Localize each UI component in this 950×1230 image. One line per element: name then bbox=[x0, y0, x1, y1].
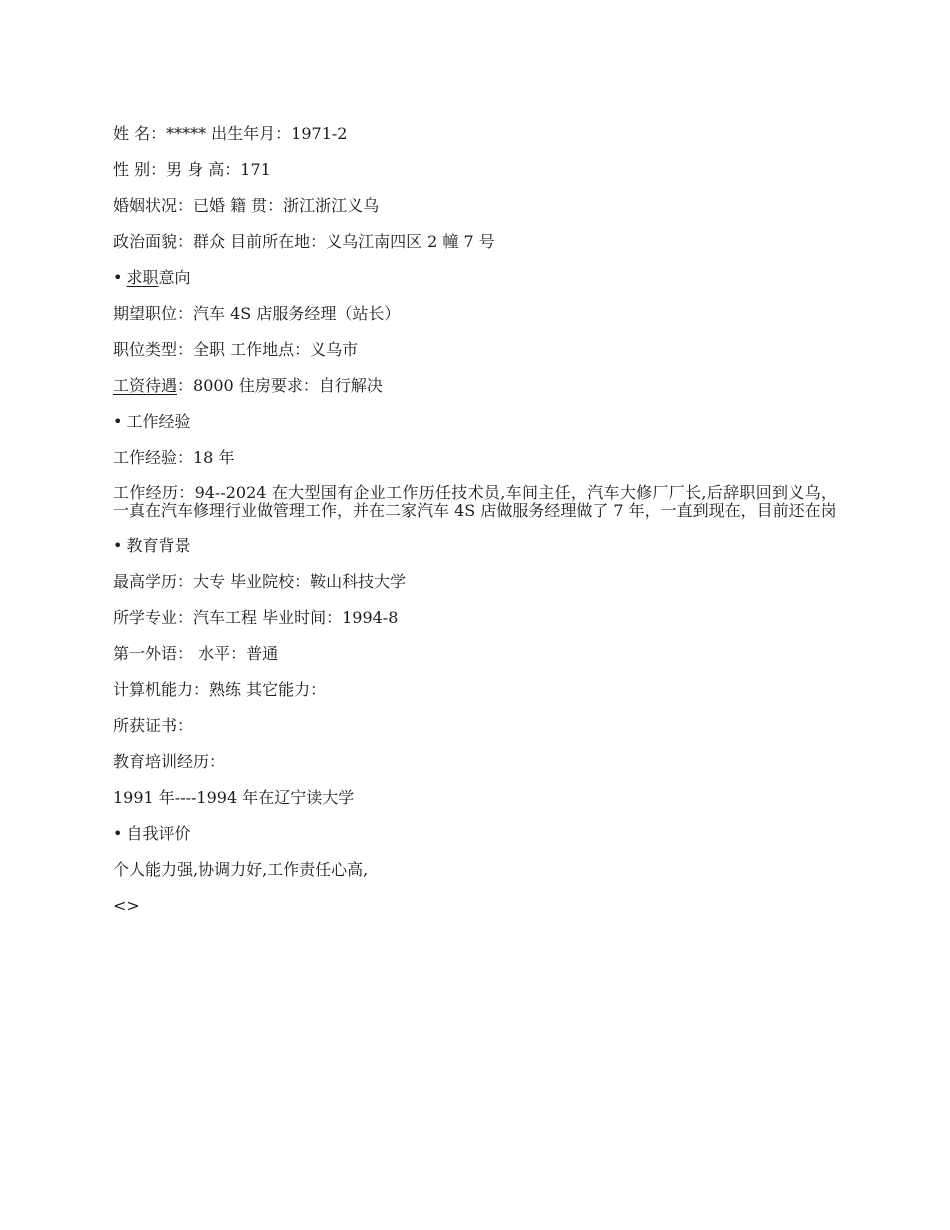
language-level-line: 第一外语： 水平：普通 bbox=[113, 644, 279, 663]
section-heading-job-intent bbox=[113, 268, 837, 288]
political-location-line: 政治面貌：群众 目前所在地：义乌江南四区 2 幢 7 号 bbox=[113, 232, 495, 251]
major-graduation-line: 所学专业：汽车工程 毕业时间：1994-8 bbox=[113, 608, 399, 627]
section-heading-education bbox=[113, 536, 837, 556]
trailing-marker: <> bbox=[113, 896, 140, 915]
heading-text: 自我评价 bbox=[126, 824, 191, 843]
degree-school-line: 最高学历：大专 毕业院校：鞍山科技大学 bbox=[113, 572, 407, 591]
heading-text-intent: 意向 bbox=[158, 268, 191, 287]
heading-text: 工作经验 bbox=[126, 412, 191, 431]
salary-housing-line bbox=[113, 376, 837, 396]
heading-link-job[interactable]: 求职 bbox=[126, 268, 159, 287]
bullet-icon: • bbox=[113, 412, 123, 431]
work-history-paragraph: 工作经历：94--2024 在大型国有企业工作历任技术员,车间主任，汽车大修厂厂长,后辞职回到义乌，一真在汽车修理行业做管理工作，并在二家汽车 4S 店做服务经理做了 7 年，一直到现在，目前还在岗 bbox=[113, 483, 837, 520]
certificates-line: 所获证书： bbox=[113, 716, 194, 735]
desired-position-line: 期望职位：汽车 4S 店服务经理（站长） bbox=[113, 304, 401, 323]
marital-origin-line: 婚姻状况：已婚 籍 贯：浙江浙江义乌 bbox=[113, 196, 380, 215]
computer-skills-line: 计算机能力：熟练 其它能力： bbox=[113, 680, 327, 699]
name-birth-line: 姓 名：***** 出生年月：1971-2 bbox=[113, 124, 348, 143]
salary-housing-text: ：8000 住房要求：自行解决 bbox=[177, 376, 383, 395]
training-history-label: 教育培训经历： bbox=[113, 752, 226, 771]
bullet-icon: • bbox=[113, 824, 123, 843]
bullet-icon: • bbox=[113, 268, 123, 287]
self-evaluation-line: 个人能力强,协调力好,工作责任心高, bbox=[113, 860, 369, 879]
salary-link[interactable]: 工资待遇 bbox=[113, 376, 178, 395]
section-heading-self-evaluation bbox=[113, 824, 837, 844]
resume-document bbox=[113, 124, 837, 932]
bullet-icon: • bbox=[113, 536, 123, 555]
training-history-line: 1991 年----1994 年在辽宁读大学 bbox=[113, 788, 355, 807]
section-heading-work-experience bbox=[113, 412, 837, 432]
heading-text: 教育背景 bbox=[126, 536, 191, 555]
gender-height-line: 性 别：男 身 高：171 bbox=[113, 160, 271, 179]
job-type-location-line: 职位类型：全职 工作地点：义乌市 bbox=[113, 340, 359, 359]
years-experience-line: 工作经验：18 年 bbox=[113, 448, 235, 467]
